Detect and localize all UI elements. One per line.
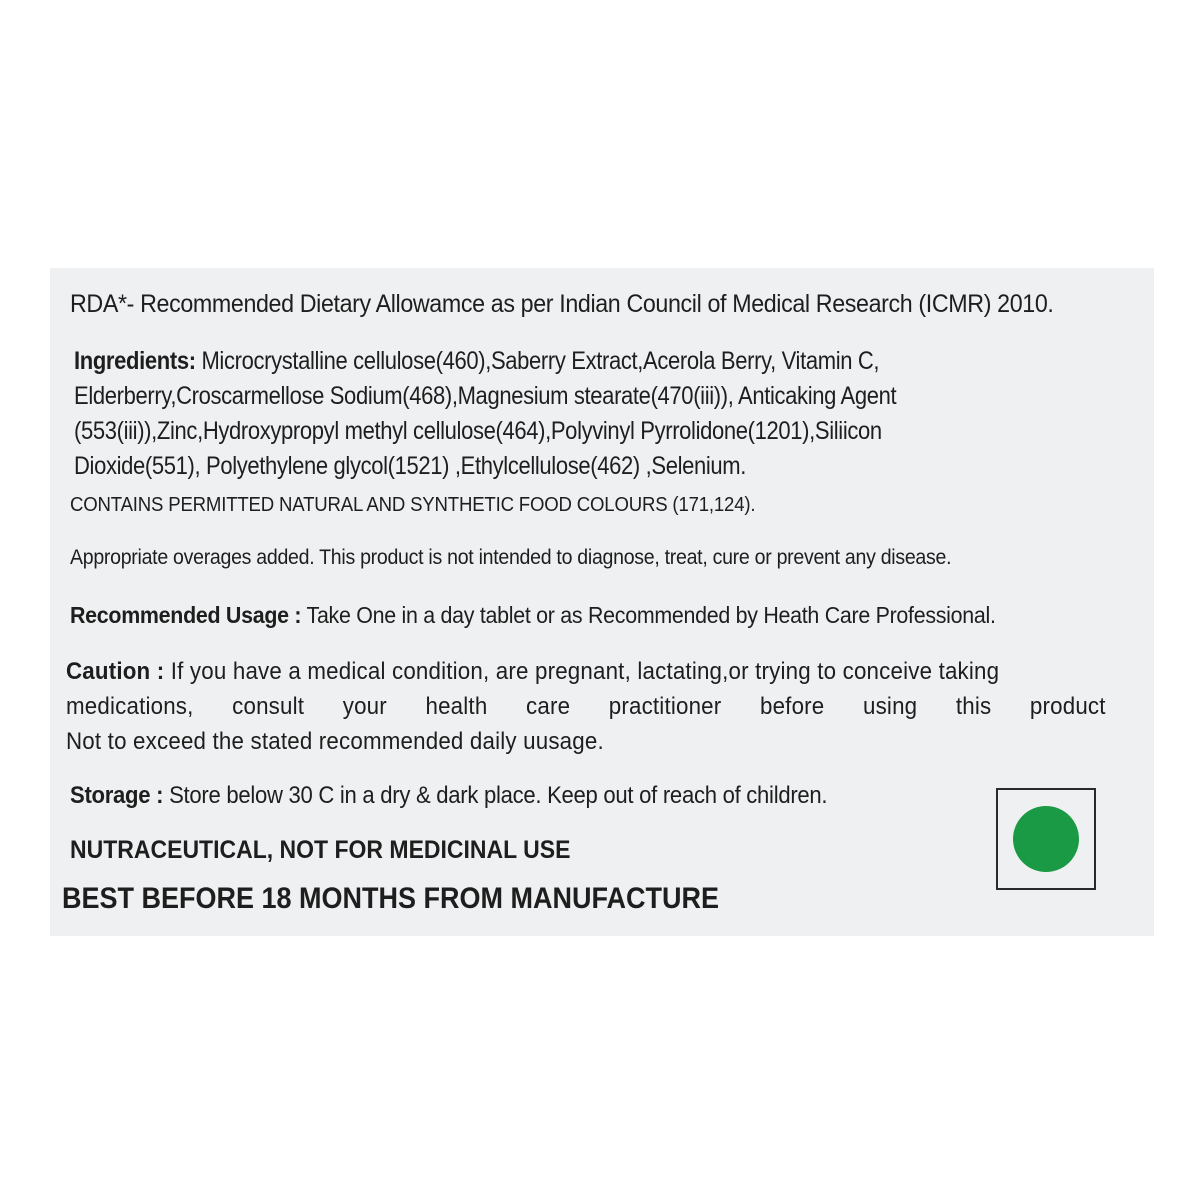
food-colours-note: CONTAINS PERMITTED NATURAL AND SYNTHETIC FOOD COLOURS (171,124). [70,494,756,516]
caution-word: this [955,693,992,720]
caution-word: using [862,693,918,720]
best-before-note: BEST BEFORE 18 MONTHS FROM MANUFACTURE [62,882,720,915]
caution-section [66,654,1108,759]
caution-word: medications, [66,693,194,720]
caution-word: product [1029,693,1106,720]
caution-word: before [759,693,825,720]
caution-word: your [342,693,387,720]
ingredients-line-4: Dioxide(551), Polyethylene glycol(1521) ,Ethylcellulose(462) ,Selenium. [74,452,747,480]
storage-text: Store below 30 C in a dry & dark place. Keep out of reach of children. [163,782,828,809]
caution-word: care [526,693,571,720]
caution-word: practitioner [608,693,722,720]
caution-heading: Caution : [66,658,165,685]
disclaimer-note: Appropriate overages added. This product is not intended to diagnose, treat, cure or prevent any disease. [70,546,952,569]
usage-heading: Recommended Usage : [70,602,302,628]
ingredients-line-3: (553(iii)),Zinc,Hydroxypropyl methyl cellulose(464),Polyvinyl Pyrrolidone(1201),Siliicon [74,417,882,445]
ingredients-section [74,344,1121,484]
ingredients-line-1 [74,344,1121,379]
product-label-panel [50,268,1154,936]
usage-text: Take One in a day tablet or as Recommended by Heath Care Professional. [301,602,996,628]
caution-line-2 [66,689,1106,724]
nutraceutical-note: NUTRACEUTICAL, NOT FOR MEDICINAL USE [70,836,571,864]
caution-line-3: Not to exceed the stated recommended daily uusage. [66,728,604,755]
caution-text-1: If you have a medical condition, are pregnant, lactating,or trying to conceive taking [164,658,1000,685]
caution-word: consult [232,693,305,720]
storage-heading: Storage : [70,782,164,809]
vegetarian-mark [996,788,1096,890]
caution-word: health [425,693,488,720]
recommended-usage [70,602,1045,629]
vegetarian-green-dot-icon [1013,806,1079,872]
ingredients-heading: Ingredients: [74,347,196,375]
ingredients-line-2: Elderberry,Croscarmellose Sodium(468),Magnesium stearate(470(iii)), Anticaking Agent [74,382,897,410]
storage-instructions [70,782,1034,810]
ingredients-text-1: Microcrystalline cellulose(460),Saberry Extract,Acerola Berry, Vitamin C, [195,347,880,375]
rda-note: RDA*- Recommended Dietary Allowamce as per Indian Council of Medical Research (ICMR) 2010. [70,290,1054,318]
caution-line-1 [66,654,1108,689]
